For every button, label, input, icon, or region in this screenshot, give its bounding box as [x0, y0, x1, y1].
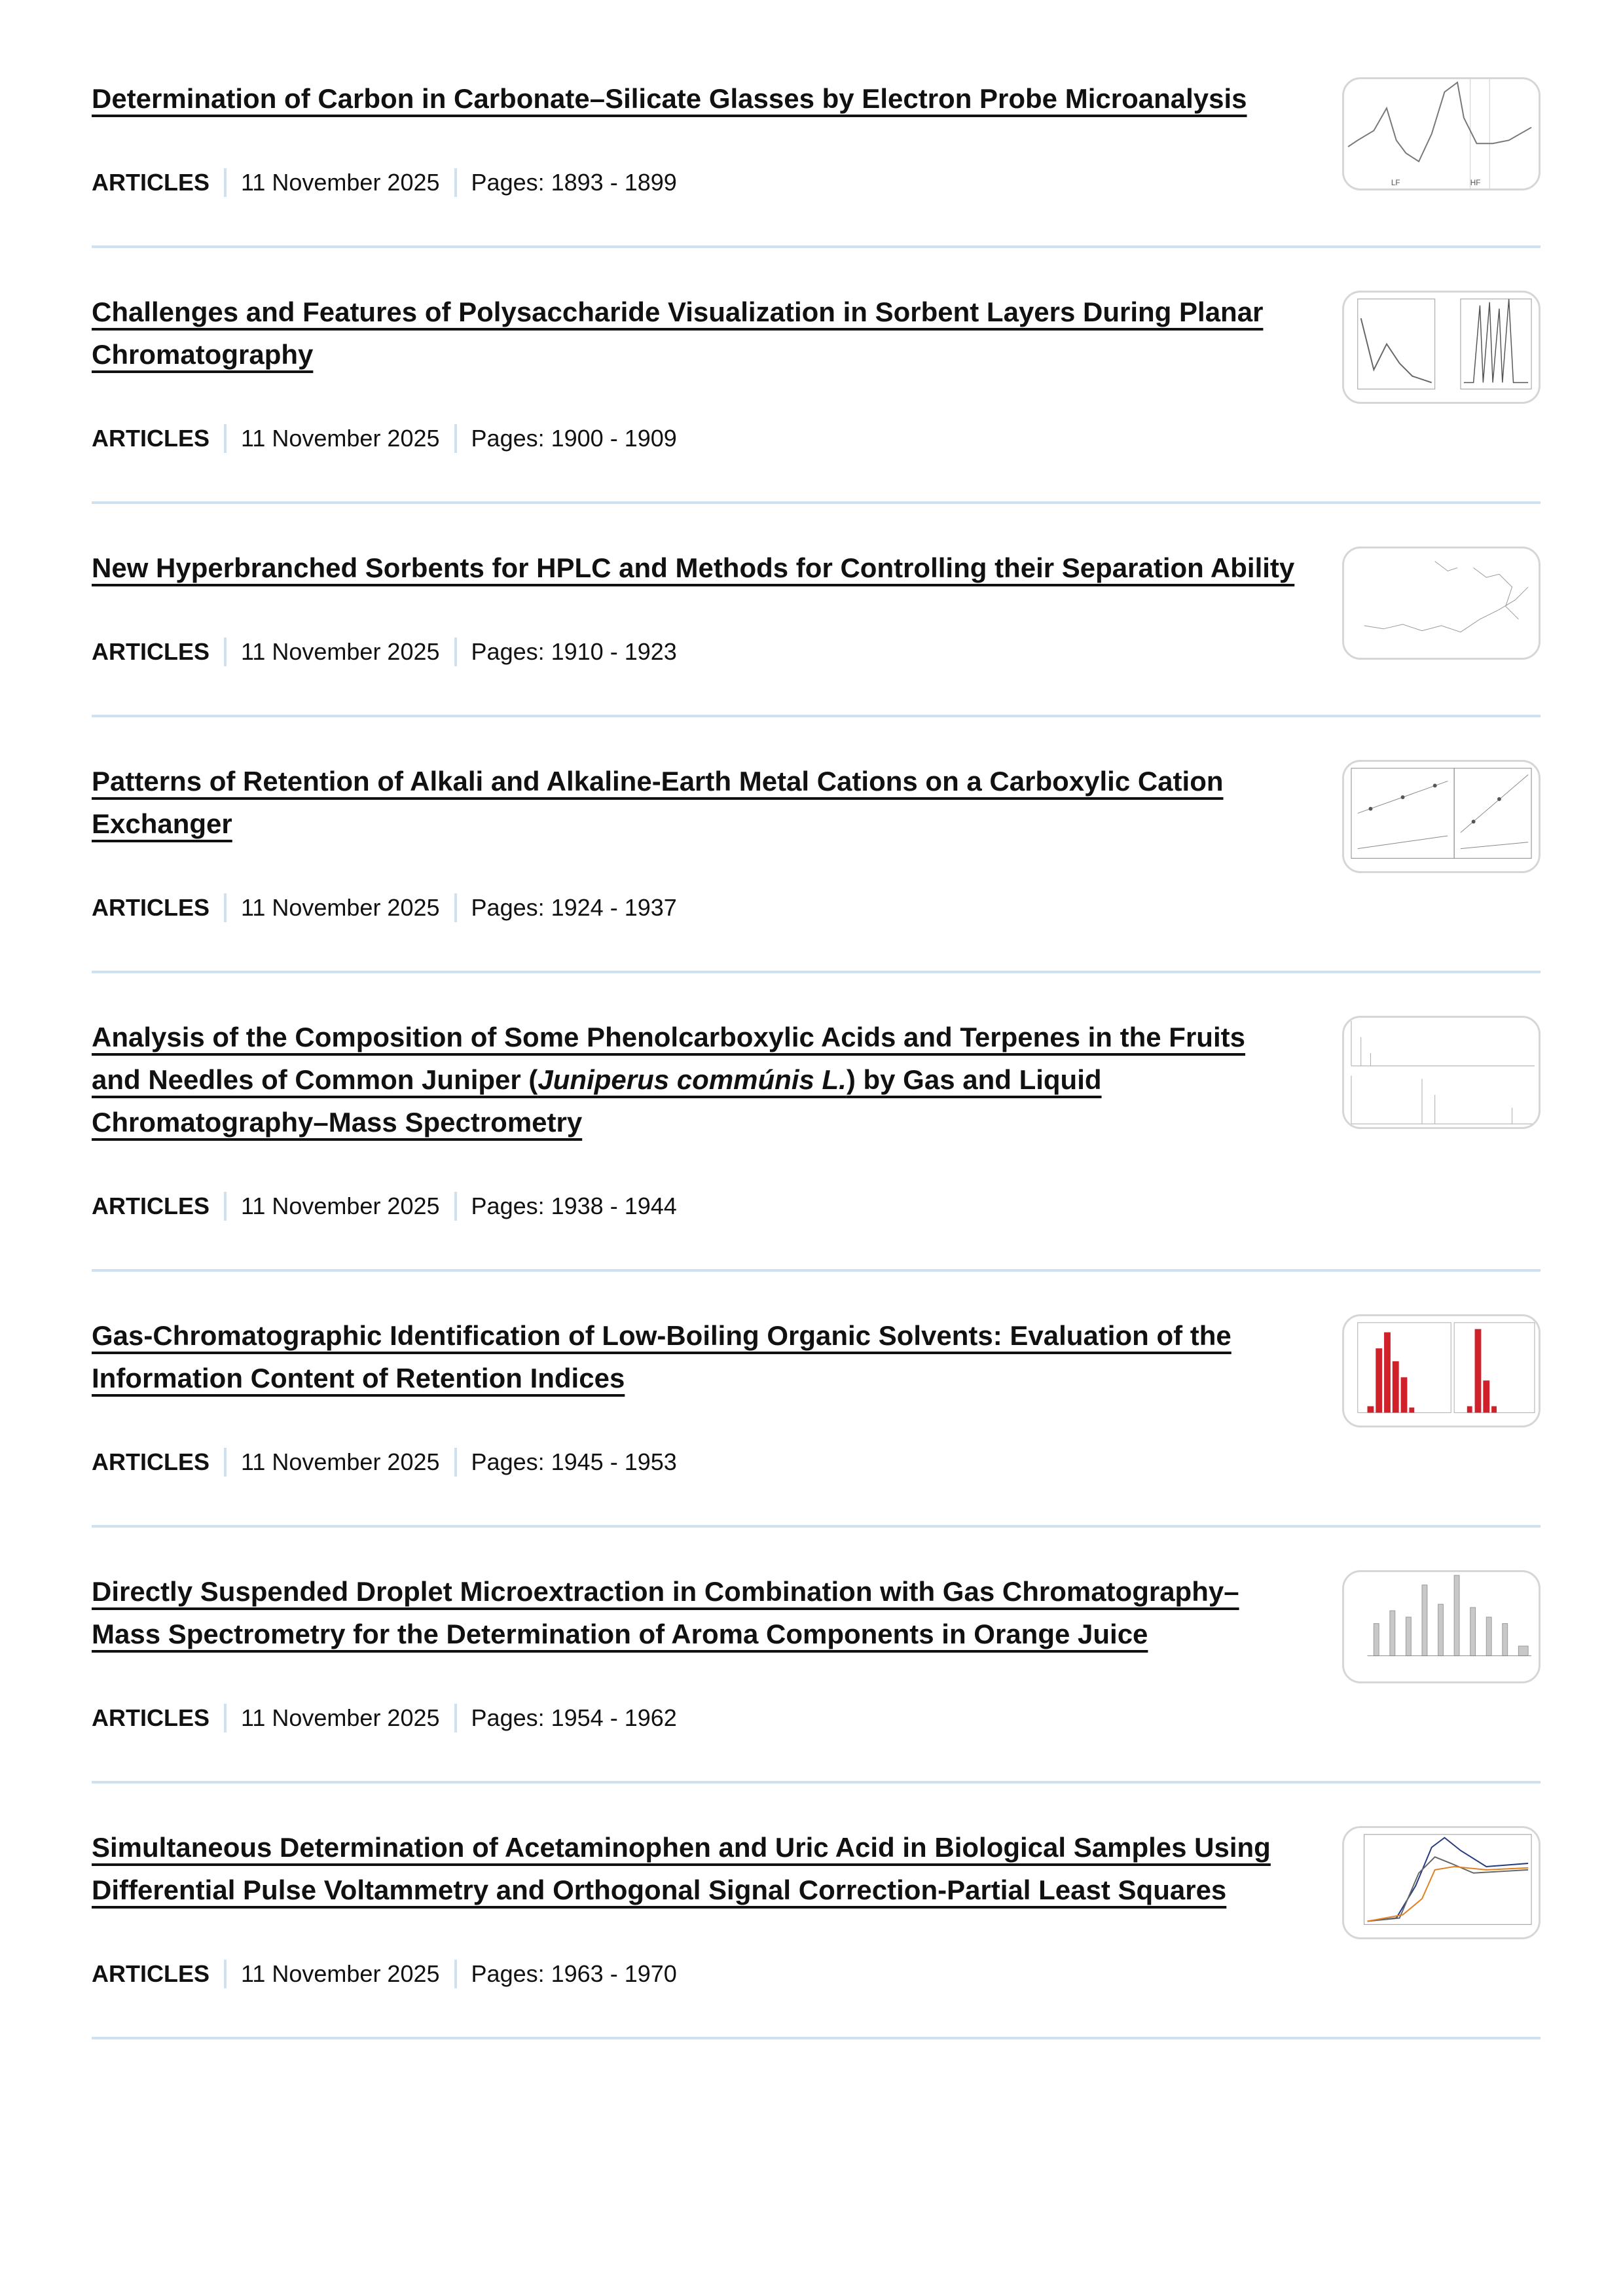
separator — [224, 1192, 227, 1221]
separator — [454, 893, 457, 922]
article-pages: Pages: 1924 - 1937 — [471, 894, 677, 921]
separator — [454, 1192, 457, 1221]
divider — [92, 2037, 1541, 2039]
article-date: 11 November 2025 — [241, 638, 440, 665]
article-type: ARTICLES — [92, 1704, 210, 1731]
svg-text:HF: HF — [1470, 179, 1481, 188]
article-thumbnail[interactable] — [1342, 1826, 1541, 1939]
article-pages: Pages: 1938 - 1944 — [471, 1193, 677, 1219]
article-type: ARTICLES — [92, 894, 210, 921]
article-pages: Pages: 1893 - 1899 — [471, 169, 677, 196]
article-date: 11 November 2025 — [241, 425, 440, 452]
separator — [224, 637, 227, 666]
article-title-link[interactable]: Determination of Carbon in Carbonate–Silicate Glasses by Electron Probe Microanalysis — [92, 83, 1247, 114]
article-meta — [92, 166, 1541, 199]
article-title-link[interactable]: Challenges and Features of Polysaccharide Visualization in Sorbent Layers During Planar Chromatography — [92, 296, 1264, 370]
separator — [224, 168, 227, 197]
article-date: 11 November 2025 — [241, 1448, 440, 1475]
separator — [454, 424, 457, 453]
article-title-link[interactable]: Directly Suspended Droplet Microextraction in Combination with Gas Chromatography–Mass Spectrometry for the Determination of Aroma Components in Orange Juice — [92, 1576, 1239, 1649]
article-meta — [92, 422, 1541, 455]
separator — [454, 1704, 457, 1732]
article-type: ARTICLES — [92, 1960, 210, 1987]
article-item — [92, 248, 1541, 504]
article-title-link[interactable]: Simultaneous Determination of Acetaminophen and Uric Acid in Biological Samples Using Differential Pulse Voltammetry and Orthogonal Signal Correction-Partial Least Squares — [92, 1832, 1271, 1905]
article-thumbnail[interactable] — [1342, 1570, 1541, 1683]
article-item — [92, 1784, 1541, 2039]
separator — [454, 637, 457, 666]
article-title-link[interactable]: Patterns of Retention of Alkali and Alkaline-Earth Metal Cations on a Carboxylic Cation Exchanger — [92, 766, 1224, 839]
article-meta — [92, 1702, 1541, 1734]
article-thumbnail[interactable] — [1342, 760, 1541, 873]
article-item — [92, 717, 1541, 973]
article-title-link[interactable]: Gas-Chromatographic Identification of Low-Boiling Organic Solvents: Evaluation of the Information Content of Retention Indices — [92, 1320, 1231, 1393]
article-thumbnail[interactable] — [1342, 77, 1541, 190]
article-item — [92, 973, 1541, 1272]
article-thumbnail[interactable] — [1342, 1016, 1541, 1129]
article-thumbnail[interactable] — [1342, 1314, 1541, 1427]
article-title-link[interactable]: Analysis of the Composition of Some Phenolcarboxylic Acids and Terpenes in the Fruits and Needles of Common Juniper (Juniperus commúnis L.) by Gas and Liquid Chromatography–Mass Spectrometry — [92, 1022, 1245, 1138]
svg-text:LF: LF — [1391, 179, 1400, 188]
article-list — [92, 35, 1541, 2039]
article-thumbnail[interactable] — [1342, 291, 1541, 404]
article-meta — [92, 1958, 1541, 1990]
article-date: 11 November 2025 — [241, 1193, 440, 1219]
article-date: 11 November 2025 — [241, 1960, 440, 1987]
article-type: ARTICLES — [92, 1448, 210, 1475]
article-pages: Pages: 1945 - 1953 — [471, 1448, 677, 1475]
separator — [224, 1960, 227, 1988]
article-pages: Pages: 1900 - 1909 — [471, 425, 677, 452]
article-pages: Pages: 1910 - 1923 — [471, 638, 677, 665]
article-item — [92, 35, 1541, 248]
article-date: 11 November 2025 — [241, 169, 440, 196]
article-type: ARTICLES — [92, 169, 210, 196]
article-item — [92, 1272, 1541, 1528]
article-thumbnail[interactable] — [1342, 547, 1541, 660]
article-type: ARTICLES — [92, 425, 210, 452]
article-pages: Pages: 1963 - 1970 — [471, 1960, 677, 1987]
separator — [454, 1960, 457, 1988]
article-item — [92, 504, 1541, 717]
article-type: ARTICLES — [92, 638, 210, 665]
article-item — [92, 1528, 1541, 1784]
separator — [224, 424, 227, 453]
separator — [454, 168, 457, 197]
separator — [224, 893, 227, 922]
article-title-link[interactable]: New Hyperbranched Sorbents for HPLC and Methods for Controlling their Separation Ability — [92, 552, 1295, 583]
article-date: 11 November 2025 — [241, 894, 440, 921]
article-meta — [92, 891, 1541, 924]
separator — [454, 1448, 457, 1477]
article-date: 11 November 2025 — [241, 1704, 440, 1731]
article-meta — [92, 636, 1541, 668]
article-meta — [92, 1446, 1541, 1479]
separator — [224, 1448, 227, 1477]
separator — [224, 1704, 227, 1732]
article-type: ARTICLES — [92, 1193, 210, 1219]
article-pages: Pages: 1954 - 1962 — [471, 1704, 677, 1731]
article-meta — [92, 1190, 1541, 1223]
